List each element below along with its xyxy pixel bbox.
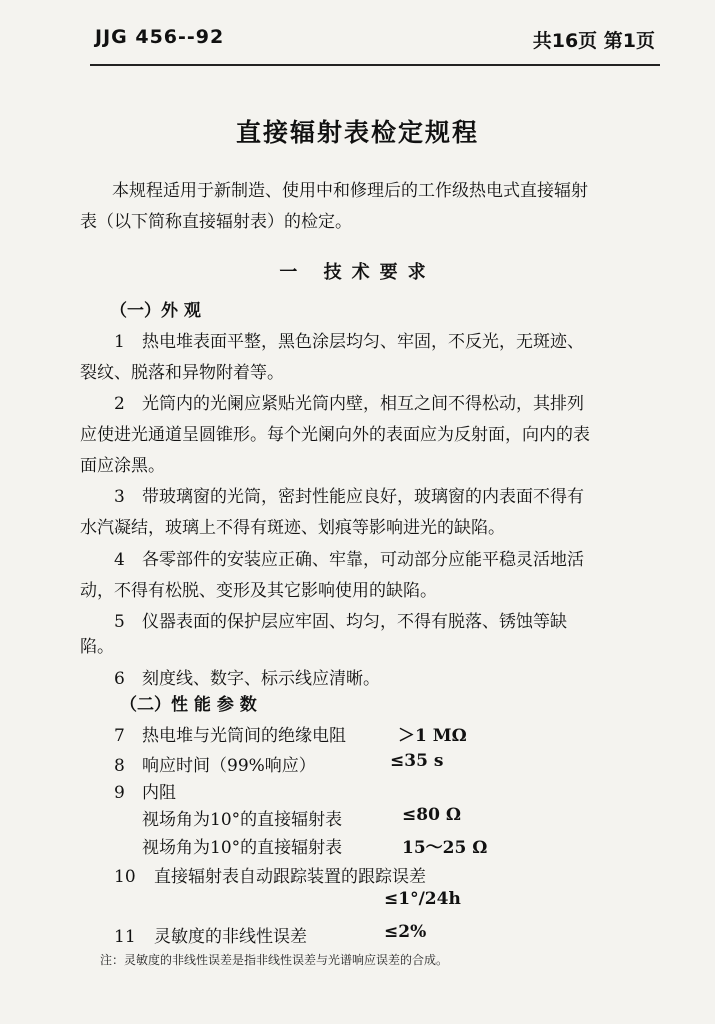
subsection-performance: （二）性 能 参 数 <box>120 695 257 715</box>
param-subrow: 视场角为10°的直接辐射表 <box>142 810 343 830</box>
list-item-cont: 水汽凝结，玻璃上不得有斑迹、划痕等影响进光的缺陷。 <box>80 518 505 538</box>
intro-line-1: 本规程适用于新制造、使用中和修理后的工作级热电式直接辐射 <box>112 181 588 201</box>
param-value: ＞1 MΩ <box>398 726 467 746</box>
page-header <box>95 26 655 56</box>
list-item-cont: 裂纹、脱落和异物附着等。 <box>80 363 284 383</box>
page-count: 共16页 第1页 <box>532 30 655 52</box>
document-title: 直接辐射表检定规程 <box>235 118 479 147</box>
footnote: 注：灵敏度的非线性误差是指非线性误差与光谱响应误差的合成。 <box>100 953 449 967</box>
param-value: ≤80 Ω <box>402 805 461 825</box>
list-item: 1 热电堆表面平整，黑色涂层均匀、牢固，不反光，无斑迹、 <box>114 332 584 352</box>
list-item: 2 光筒内的光阑应紧贴光筒内壁，相互之间不得松动，其排列 <box>114 394 584 414</box>
list-item: 6 刻度线、数字、标示线应清晰。 <box>114 669 380 689</box>
param-subrow: 视场角为10°的直接辐射表 <box>142 838 343 858</box>
list-item-cont: 动，不得有松脱、变形及其它影响使用的缺陷。 <box>80 581 437 601</box>
intro-line-2: 表（以下简称直接辐射表）的检定。 <box>80 212 352 232</box>
param-value: ≤1°/24h <box>384 889 461 909</box>
param-row: 7 热电堆与光筒间的绝缘电阻 <box>114 726 346 746</box>
list-item-cont: 面应涂黑。 <box>80 456 165 476</box>
section-title: 一 技术要求 <box>279 262 436 283</box>
list-item: 3 带玻璃窗的光筒，密封性能应良好，玻璃窗的内表面不得有 <box>114 487 584 507</box>
param-row: 10 直接辐射表自动跟踪装置的跟踪误差 <box>114 867 426 887</box>
header-rule <box>90 64 660 66</box>
list-item: 5 仪器表面的保护层应牢固、均匀，不得有脱落、锈蚀等缺 <box>114 612 567 632</box>
list-item-cont: 应使进光通道呈圆锥形。每个光阑向外的表面应为反射面，向内的表 <box>80 425 590 445</box>
param-row: 8 响应时间（99%响应） <box>114 756 316 776</box>
list-item: 4 各零部件的安装应正确、牢靠，可动部分应能平稳灵活地活 <box>114 550 584 570</box>
param-row: 9 内阻 <box>114 783 176 803</box>
param-value: ≤2% <box>384 922 427 942</box>
param-row: 11 灵敏度的非线性误差 <box>114 927 307 947</box>
subsection-appearance: （一）外 观 <box>110 301 201 321</box>
list-item-cont: 陷。 <box>80 637 114 657</box>
param-value: 15～25 Ω <box>402 838 488 858</box>
standard-code: JJG 456--92 <box>95 26 225 48</box>
param-value: ≤35 s <box>390 751 444 771</box>
